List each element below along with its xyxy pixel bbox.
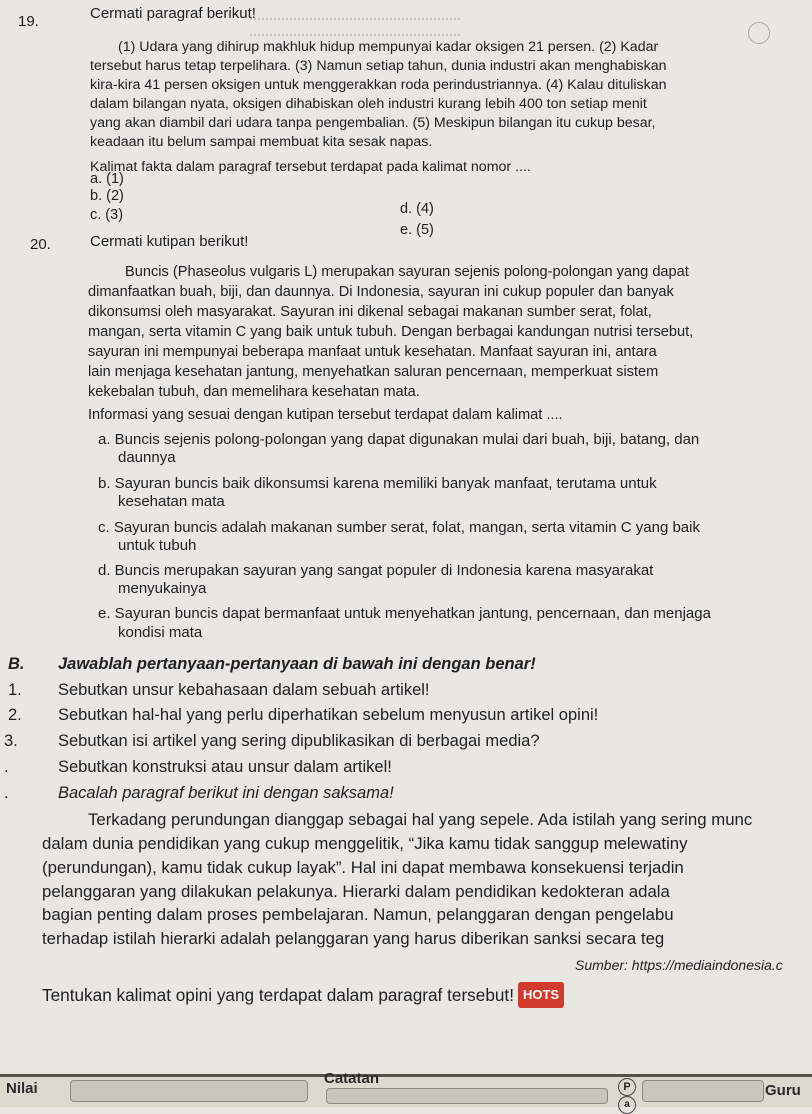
list-item: Sebutkan konstruksi atau unsur dalam artikel! [58, 758, 392, 776]
q19-line: keadaan itu belum sampai membuat kita sesak napas. [90, 134, 433, 150]
section-b-letter: B. [8, 655, 25, 673]
list-item: Bacalah paragraf berikut ini dengan saksama! [58, 784, 394, 802]
q19-line: kira-kira 41 persen oksigen untuk menggerakkan roda perindustriannya. (4) Kalau dituliskan [90, 77, 667, 93]
guru-box[interactable] [642, 1080, 764, 1102]
q20-line: dikonsumsi oleh masyarakat. Sayuran ini dikenal sebagai makanan sumber serat, folat, [88, 304, 652, 320]
decorative-circle-icon [748, 22, 770, 44]
list-item: Sebutkan unsur kebahasaan dalam sebuah artikel! [58, 681, 430, 699]
q20-option-b-text: b. Sayuran buncis baik dikonsumsi karena memiliki banyak manfaat, terutama untuk [98, 475, 657, 492]
footer-bar [0, 1070, 812, 1110]
q20-question: Informasi yang sesuai dengan kutipan tersebut terdapat dalam kalimat .... [88, 407, 563, 423]
paragraph-line: terhadap istilah hierarki adalah pelanggaran yang harus diberikan sanksi secara teg [42, 929, 665, 948]
hots-badge: HOTS [518, 982, 564, 1008]
q20-line: Buncis (Phaseolus vulgaris L) merupakan sayuran sejenis polong-polongan yang dapat [125, 264, 689, 280]
guru-label: Guru [765, 1082, 801, 1099]
q19-option-e[interactable]: e. (5) [400, 222, 434, 238]
q20-line: lain menjaga kesehatan jantung, menyehatkan saluran pencernaan, memperkuat sistem [88, 364, 659, 380]
paraf-icon: P [618, 1078, 636, 1096]
q19-option-c[interactable]: c. (3) [90, 207, 124, 223]
paragraph-line: (perundungan), kamu tidak cukup layak”. Hal ini dapat membawa konsekuensi terjadin [42, 858, 684, 877]
list-item: Sebutkan hal-hal yang perlu diperhatikan sebelum menyusun artikel opini! [58, 706, 599, 724]
catatan-box[interactable] [326, 1088, 608, 1104]
q20-number: 20. [30, 236, 51, 253]
list-item-number: . [4, 784, 9, 802]
q19-option-a[interactable]: a. (1) [90, 171, 124, 187]
q19-line: dalam bilangan nyata, oksigen dihabiskan oleh industri kurang lebih 400 ton setiap menit [90, 96, 647, 112]
list-item-number: 1. [8, 681, 22, 699]
q19-line: (1) Udara yang dihirup makhluk hidup mempunyai kadar oksigen 21 persen. (2) Kadar [118, 39, 659, 55]
q20-heading: Cermati kutipan berikut! [90, 233, 249, 250]
list-item-number: 3. [4, 732, 18, 750]
q19-option-b[interactable]: b. (2) [90, 188, 124, 204]
list-item-number: . [4, 758, 9, 776]
q20-line: sayuran ini mempunyai beberapa manfaat untuk kesehatan. Manfaat sayuran ini, antara [88, 344, 657, 360]
q20-option-e-text: kondisi mata [118, 624, 203, 641]
section-b-title: Jawablah pertanyaan-pertanyaan di bawah ini dengan benar! [58, 655, 536, 673]
nilai-label: Nilai [6, 1080, 38, 1097]
source-citation: Sumber: https://mediaindonesia.c [575, 957, 783, 973]
q19-number: 19. [18, 13, 39, 30]
q20-line: kekebalan tubuh, dan memelihara kesehatan mata. [88, 384, 420, 400]
paragraph-line: bagian penting dalam proses pembelajaran. Namun, pelanggaran dengan pengelabu [42, 905, 674, 924]
q20-option-a-text: a. Buncis sejenis polong-polongan yang dapat digunakan mulai dari buah, biji, batang, dan [98, 431, 700, 448]
catatan-label: Catatan [324, 1070, 380, 1087]
list-item: Sebutkan isi artikel yang sering dipublikasikan di berbagai media? [58, 732, 540, 750]
paragraph-line: Terkadang perundungan dianggap sebagai hal yang sepele. Ada istilah yang sering munc [88, 810, 753, 829]
paragraph-line: dalam dunia pendidikan yang cukup menggelitik, “Jika kamu tidak sanggup melewatiny [42, 834, 688, 853]
q19-line: tersebut harus tetap terpelihara. (3) Namun setiap tahun, dunia industri akan menghabiskan [90, 58, 667, 74]
paragraph-line: pelanggaran yang dilakukan pelakunya. Hierarki dalam pendidikan kedokteran adala [42, 882, 670, 901]
q19-option-d[interactable]: d. (4) [400, 201, 434, 217]
header-decoration [250, 18, 460, 36]
q20-option-d-text: d. Buncis merupakan sayuran yang sangat populer di Indonesia karena masyarakat [98, 562, 654, 579]
q20-option-c-text: c. Sayuran buncis adalah makanan sumber serat, folat, mangan, serta vitamin C yang baik [98, 519, 700, 536]
q20-option-a-text: daunnya [118, 449, 176, 466]
paraf-sub-icon: a [618, 1096, 636, 1114]
task-text: Tentukan kalimat opini yang terdapat dalam paragraf tersebut! [42, 985, 514, 1005]
q19-heading: Cermati paragraf berikut! [90, 5, 256, 22]
nilai-box[interactable] [70, 1080, 308, 1102]
q20-line: mangan, serta vitamin C yang baik untuk tubuh. Dengan berbagai kandungan nutrisi tersebut, [88, 324, 694, 340]
q19-line: yang akan diambil dari udara tanpa pengembalian. (5) Meskipun bilangan itu cukup besar, [90, 115, 656, 131]
q19-question: Kalimat fakta dalam paragraf tersebut terdapat pada kalimat nomor .... [90, 159, 531, 175]
q20-option-c-text: untuk tubuh [118, 537, 197, 554]
q20-option-b-text: kesehatan mata [118, 493, 225, 510]
q20-line: dimanfaatkan buah, biji, dan daunnya. Di Indonesia, sayuran ini cukup populer dan banyak [88, 284, 674, 300]
task-instruction [42, 982, 564, 1008]
footer-divider [0, 1074, 812, 1077]
q20-option-d-text: menyukainya [118, 580, 207, 597]
q20-option-e-text: e. Sayuran buncis dapat bermanfaat untuk menyehatkan jantung, pencernaan, dan menjaga [98, 605, 711, 622]
list-item-number: 2. [8, 706, 22, 724]
